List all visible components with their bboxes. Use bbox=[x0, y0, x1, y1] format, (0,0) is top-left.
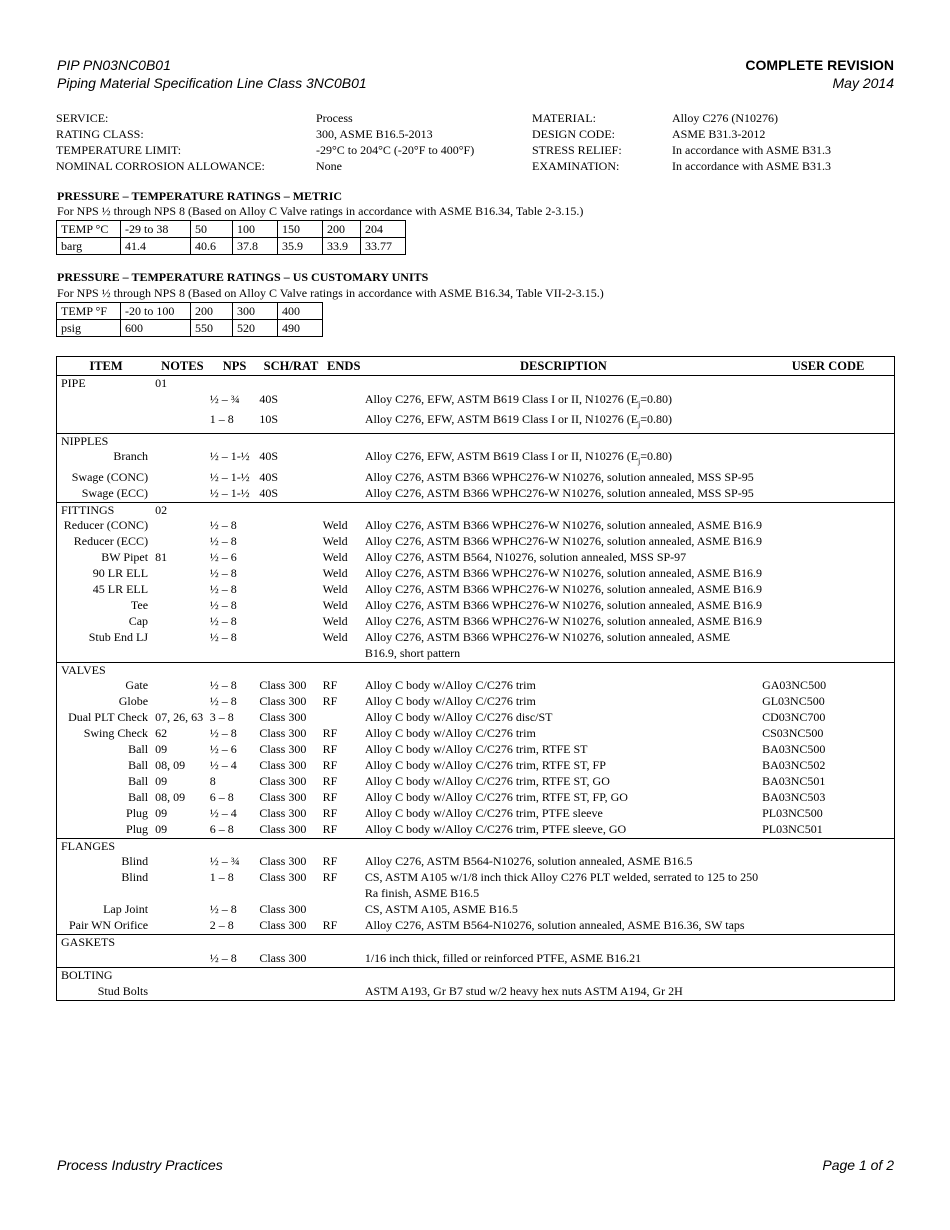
info-label: TEMPERATURE LIMIT: bbox=[56, 143, 182, 157]
description-cell: Alloy C276, ASTM B366 WPHC276-W N10276, solution annealed, ASME B16.9 bbox=[364, 582, 763, 597]
notes-cell: 02 bbox=[155, 502, 210, 518]
description-cell: CS, ASTM A105 w/1/8 inch thick Alloy C276 PLT welded, serrated to 125 to 250 Ra finish, ASME B16.5 bbox=[364, 870, 759, 901]
table-cell: psig bbox=[57, 320, 121, 337]
user-code-cell: PL03NC500 bbox=[762, 805, 823, 820]
nps-cell: ½ – 8 bbox=[209, 629, 237, 644]
table-row bbox=[57, 630, 895, 662]
user-code-cell: BA03NC503 bbox=[762, 789, 826, 804]
description-cell: Alloy C body w/Alloy C/C276 trim, PTFE sleeve bbox=[364, 805, 603, 820]
table-row bbox=[57, 774, 895, 790]
notes-cell: 01 bbox=[155, 376, 168, 390]
notes-cell bbox=[155, 694, 210, 710]
item-cell: Blind bbox=[121, 854, 149, 869]
table-row bbox=[57, 951, 895, 967]
item-cell: Ball bbox=[128, 742, 149, 757]
ends-cell: RF bbox=[322, 870, 338, 885]
ends-cell: RF bbox=[322, 789, 338, 804]
table-row bbox=[57, 550, 895, 566]
description-cell: Alloy C body w/Alloy C/C276 trim, RTFE ST bbox=[364, 742, 588, 757]
nps-cell: ½ – 8 bbox=[209, 694, 237, 709]
ends-cell: RF bbox=[322, 678, 338, 693]
table-cell: TEMP °F bbox=[57, 303, 121, 320]
table-row bbox=[57, 806, 895, 822]
table-row bbox=[57, 902, 895, 918]
notes-cell bbox=[155, 566, 210, 582]
item-cell: Swage (CONC) bbox=[71, 469, 149, 484]
table-row bbox=[57, 790, 895, 806]
item-cell: Ball bbox=[128, 789, 149, 804]
notes-cell bbox=[155, 630, 210, 662]
nps-cell: 8 bbox=[209, 773, 216, 788]
description-cell: CS, ASTM A105, ASME B16.5 bbox=[364, 902, 518, 917]
table-row bbox=[57, 726, 895, 742]
table-row bbox=[57, 870, 895, 902]
description-cell: Alloy C276, ASTM B366 WPHC276-W N10276, solution annealed, ASME B16.9 bbox=[364, 613, 763, 628]
nps-cell: ½ – 1-½ bbox=[209, 449, 250, 464]
notes-cell bbox=[155, 678, 210, 694]
info-value: In accordance with ASME B31.3 bbox=[672, 159, 831, 173]
info-value: Alloy C276 (N10276) bbox=[672, 111, 778, 125]
description-cell: Alloy C276, ASTM B564, N10276, solution annealed, MSS SP-97 bbox=[364, 550, 687, 565]
group-row-bolting bbox=[57, 967, 895, 983]
group-row-nipples bbox=[57, 433, 895, 449]
item-cell: 90 LR ELL bbox=[92, 566, 149, 581]
table-cell: 200 bbox=[323, 221, 361, 238]
column-header-sch-rat: SCH/RAT bbox=[259, 357, 322, 376]
document-title: Piping Material Specification Line Class 3NC0B01 bbox=[57, 75, 367, 91]
group-label: NIPPLES bbox=[57, 433, 156, 449]
ends-cell: Weld bbox=[322, 550, 348, 565]
table-cell: 200 bbox=[191, 303, 233, 320]
nps-cell: ½ – 8 bbox=[209, 678, 237, 693]
nps-cell: 1 – 8 bbox=[209, 412, 234, 427]
document-header-left bbox=[57, 56, 367, 92]
user-code-cell: BA03NC500 bbox=[762, 742, 826, 757]
group-label: FLANGES bbox=[57, 838, 156, 854]
footer-page-number: Page 1 of 2 bbox=[822, 1157, 894, 1173]
group-row-valves bbox=[57, 662, 895, 678]
notes-cell: 81 bbox=[155, 550, 168, 565]
group-row-flanges bbox=[57, 838, 895, 854]
notes-cell: 07, 26, 63 bbox=[155, 710, 204, 725]
table-row bbox=[57, 238, 406, 255]
table-cell: 150 bbox=[278, 221, 323, 238]
table-row bbox=[57, 598, 895, 614]
sch-cell: Class 300 bbox=[259, 758, 307, 773]
info-values-left bbox=[316, 110, 474, 174]
item-cell: Reducer (CONC) bbox=[63, 518, 149, 533]
item-cell: Globe bbox=[118, 694, 149, 709]
description-cell: Alloy C276, ASTM B366 WPHC276-W N10276, solution annealed, ASME B16.9 bbox=[364, 518, 763, 533]
table-row bbox=[57, 614, 895, 630]
nps-cell: ½ – 8 bbox=[209, 950, 237, 965]
description-cell: Alloy C276, ASTM B366 WPHC276-W N10276, solution annealed, MSS SP-95 bbox=[364, 485, 754, 500]
user-code-cell: PL03NC501 bbox=[762, 821, 823, 836]
table-row bbox=[57, 854, 895, 870]
table-row bbox=[57, 582, 895, 598]
info-label: STRESS RELIEF: bbox=[532, 143, 622, 157]
nps-cell: ½ – 8 bbox=[209, 518, 237, 533]
nps-cell: ½ – 8 bbox=[209, 902, 237, 917]
nps-cell: 6 – 8 bbox=[209, 789, 234, 804]
item-cell: Stub End LJ bbox=[88, 629, 149, 644]
table-row bbox=[57, 742, 895, 758]
ends-cell: Weld bbox=[322, 566, 348, 581]
item-cell: BW Pipet bbox=[101, 550, 149, 565]
ends-cell bbox=[323, 902, 365, 918]
ends-cell: RF bbox=[322, 742, 338, 757]
revision-date: May 2014 bbox=[832, 75, 894, 91]
description-cell: Alloy C276, ASTM B366 WPHC276-W N10276, solution annealed, MSS SP-95 bbox=[364, 469, 754, 484]
info-labels-left bbox=[56, 110, 265, 174]
item-cell: Blind bbox=[121, 870, 149, 885]
nps-cell: ½ – 1-½ bbox=[209, 469, 250, 484]
info-value: Process bbox=[316, 111, 353, 125]
sch-cell: 10S bbox=[259, 412, 279, 427]
sch-cell: 40S bbox=[259, 391, 279, 406]
table-row bbox=[57, 221, 406, 238]
ends-cell: RF bbox=[322, 694, 338, 709]
nps-cell: ½ – 8 bbox=[209, 566, 237, 581]
description-cell: Alloy C body w/Alloy C/C276 disc/ST bbox=[364, 710, 553, 725]
user-code-cell: BA03NC502 bbox=[762, 758, 826, 773]
item-cell: Tee bbox=[130, 597, 149, 612]
table-cell: TEMP °C bbox=[57, 221, 121, 238]
description-cell: Alloy C276, ASTM B564-N10276, solution annealed, ASME B16.36, SW taps bbox=[364, 918, 745, 933]
notes-cell: 09 bbox=[155, 821, 168, 836]
nps-cell: 2 – 8 bbox=[209, 918, 234, 933]
ends-cell: RF bbox=[322, 918, 338, 933]
table-row bbox=[57, 678, 895, 694]
nps-cell: ½ – 4 bbox=[209, 758, 237, 773]
sch-cell: Class 300 bbox=[259, 694, 307, 709]
ends-cell: Weld bbox=[322, 518, 348, 533]
ends-cell: Weld bbox=[322, 534, 348, 549]
column-header-ends: ENDS bbox=[323, 357, 365, 376]
item-cell: Plug bbox=[126, 821, 149, 836]
info-value: 300, ASME B16.5-2013 bbox=[316, 127, 433, 141]
nps-cell: ½ – 8 bbox=[209, 597, 237, 612]
table-header-row bbox=[57, 357, 895, 376]
info-label: EXAMINATION: bbox=[532, 159, 620, 173]
table-cell: barg bbox=[57, 238, 121, 255]
sch-cell: 40S bbox=[259, 469, 279, 484]
table-cell: 520 bbox=[233, 320, 278, 337]
ends-cell bbox=[323, 710, 365, 726]
sch-cell: Class 300 bbox=[259, 950, 307, 965]
item-cell: Branch bbox=[113, 449, 149, 464]
description-cell: Alloy C276, ASTM B366 WPHC276-W N10276, solution annealed, ASME B16.9 bbox=[364, 597, 763, 612]
table-cell: 300 bbox=[233, 303, 278, 320]
table-row bbox=[57, 449, 895, 469]
user-code-cell: BA03NC501 bbox=[762, 773, 826, 788]
notes-cell: 08, 09 bbox=[155, 758, 186, 773]
ends-cell: RF bbox=[322, 773, 338, 788]
table-row bbox=[57, 758, 895, 774]
description-cell: Alloy C body w/Alloy C/C276 trim bbox=[364, 694, 536, 709]
table-row bbox=[57, 822, 895, 838]
notes-cell bbox=[155, 534, 210, 550]
column-header-description: DESCRIPTION bbox=[365, 357, 762, 376]
nps-cell: ½ – 6 bbox=[209, 742, 237, 757]
nps-cell: ½ – 8 bbox=[209, 534, 237, 549]
nps-cell: ½ – 6 bbox=[209, 550, 237, 565]
notes-cell: 09 bbox=[155, 773, 168, 788]
item-cell: Swing Check bbox=[83, 726, 149, 741]
nps-cell: 6 – 8 bbox=[209, 821, 234, 836]
table-row bbox=[57, 470, 895, 486]
group-row-pipe bbox=[57, 376, 895, 392]
us-ratings-title: PRESSURE – TEMPERATURE RATINGS – US CUSTOMARY UNITS bbox=[57, 270, 429, 284]
table-cell: 50 bbox=[191, 221, 233, 238]
item-cell: Pair WN Orifice bbox=[68, 918, 149, 933]
nps-cell: 1 – 8 bbox=[209, 870, 234, 885]
description-cell: Alloy C276, EFW, ASTM B619 Class I or II, N10276 $(E_j=0.80)$ bbox=[364, 449, 673, 466]
piping-spec-table bbox=[56, 356, 895, 1001]
table-row bbox=[57, 518, 895, 534]
sch-cell: Class 300 bbox=[259, 726, 307, 741]
table-cell: 490 bbox=[278, 320, 323, 337]
table-cell: 35.9 bbox=[278, 238, 323, 255]
notes-cell: 09 bbox=[155, 742, 168, 757]
description-cell: Alloy C body w/Alloy C/C276 trim, RTFE ST, FP, GO bbox=[364, 789, 628, 804]
description-cell: Alloy C276, EFW, ASTM B619 Class I or II, N10276 $(E_j=0.80)$ bbox=[364, 391, 673, 409]
ends-cell: Weld bbox=[322, 613, 348, 628]
revision-label: COMPLETE REVISION bbox=[745, 57, 894, 73]
group-label: VALVES bbox=[57, 662, 156, 678]
table-row bbox=[57, 534, 895, 550]
table-cell: 33.9 bbox=[323, 238, 361, 255]
description-cell: 1/16 inch thick, filled or reinforced PTFE, ASME B16.21 bbox=[364, 950, 642, 965]
sch-cell: Class 300 bbox=[259, 789, 307, 804]
user-code-cell: CS03NC500 bbox=[762, 726, 824, 741]
us-ratings-table bbox=[56, 302, 323, 337]
ends-cell: Weld bbox=[322, 582, 348, 597]
sch-cell: Class 300 bbox=[259, 918, 307, 933]
notes-cell bbox=[155, 598, 210, 614]
sch-cell: Class 300 bbox=[259, 902, 307, 917]
column-header-user-code: USER CODE bbox=[762, 357, 894, 376]
item-cell: Stud Bolts bbox=[97, 983, 149, 998]
info-value: -29°C to 204°C (-20°F to 400°F) bbox=[316, 143, 475, 157]
group-label: PIPE bbox=[61, 376, 86, 390]
sch-cell: 40S bbox=[259, 449, 279, 464]
description-cell: Alloy C276, ASTM B564-N10276, solution annealed, ASME B16.5 bbox=[364, 854, 693, 869]
info-label: RATING CLASS: bbox=[56, 127, 144, 141]
sch-cell: 40S bbox=[259, 485, 279, 500]
sch-cell: Class 300 bbox=[259, 742, 307, 757]
info-label: NOMINAL CORROSION ALLOWANCE: bbox=[56, 159, 265, 173]
ends-cell: RF bbox=[322, 758, 338, 773]
group-row-fittings bbox=[57, 502, 895, 518]
group-label: BOLTING bbox=[57, 967, 156, 983]
table-cell: 41.4 bbox=[121, 238, 191, 255]
nps-cell: ½ – ¾ bbox=[209, 391, 240, 406]
description-cell: Alloy C body w/Alloy C/C276 trim bbox=[364, 678, 536, 693]
table-cell: 37.8 bbox=[233, 238, 278, 255]
item-cell: Gate bbox=[125, 678, 149, 693]
table-cell: -20 to 100 bbox=[121, 303, 191, 320]
column-header-notes: NOTES bbox=[155, 357, 210, 376]
description-cell: Alloy C body w/Alloy C/C276 trim, RTFE ST, GO bbox=[364, 773, 610, 788]
description-cell: Alloy C276, ASTM B366 WPHC276-W N10276, solution annealed, ASME B16.9, short pattern bbox=[364, 629, 731, 660]
info-value: ASME B31.3-2012 bbox=[672, 127, 766, 141]
table-cell: -29 to 38 bbox=[121, 221, 191, 238]
description-cell: Alloy C body w/Alloy C/C276 trim, RTFE ST, FP bbox=[364, 758, 606, 773]
table-cell: 204 bbox=[361, 221, 406, 238]
table-row bbox=[57, 710, 895, 726]
user-code-cell: GA03NC500 bbox=[762, 678, 827, 693]
sch-cell: Class 300 bbox=[259, 773, 307, 788]
description-cell: ASTM A193, Gr B7 stud w/2 heavy hex nuts ASTM A194, Gr 2H bbox=[364, 983, 683, 998]
table-row bbox=[57, 412, 895, 433]
table-row bbox=[57, 984, 895, 1000]
ends-cell: RF bbox=[322, 726, 338, 741]
notes-cell: 08, 09 bbox=[155, 789, 186, 804]
metric-ratings-table bbox=[56, 220, 406, 255]
table-row bbox=[57, 392, 895, 412]
document-header-right bbox=[745, 56, 894, 92]
notes-cell bbox=[155, 518, 210, 534]
info-values-right bbox=[672, 110, 831, 174]
table-cell: 400 bbox=[278, 303, 323, 320]
info-label: DESIGN CODE: bbox=[532, 127, 615, 141]
table-row bbox=[57, 486, 895, 502]
info-label: SERVICE: bbox=[56, 111, 109, 125]
sch-cell: Class 300 bbox=[259, 710, 307, 725]
description-cell: Alloy C276, ASTM B366 WPHC276-W N10276, solution annealed, ASME B16.9 bbox=[364, 566, 763, 581]
table-row bbox=[57, 303, 323, 320]
item-cell: Ball bbox=[128, 758, 149, 773]
document-id: PIP PN03NC0B01 bbox=[57, 57, 171, 73]
ends-cell: RF bbox=[322, 854, 338, 869]
table-row bbox=[57, 918, 895, 934]
table-row bbox=[57, 694, 895, 710]
table-row bbox=[57, 320, 323, 337]
description-cell: Alloy C276, ASTM B366 WPHC276-W N10276, solution annealed, ASME B16.9 bbox=[364, 534, 763, 549]
metric-ratings-note: For NPS ½ through NPS 8 (Based on Alloy C Valve ratings in accordance with ASME B16.34, Table 2-3.15.) bbox=[57, 204, 584, 218]
item-cell: Cap bbox=[128, 613, 149, 628]
description-cell: Alloy C body w/Alloy C/C276 trim bbox=[364, 726, 536, 741]
item-cell: Reducer (ECC) bbox=[73, 534, 149, 549]
info-value: In accordance with ASME B31.3 bbox=[672, 143, 831, 157]
column-header-item: ITEM bbox=[57, 357, 156, 376]
table-cell: 550 bbox=[191, 320, 233, 337]
item-cell: Plug bbox=[126, 805, 149, 820]
notes-cell: 62 bbox=[155, 726, 168, 741]
table-cell: 600 bbox=[121, 320, 191, 337]
item-cell: Lap Joint bbox=[103, 902, 149, 917]
notes-cell bbox=[155, 614, 210, 630]
group-label: GASKETS bbox=[57, 934, 156, 950]
ends-cell: RF bbox=[322, 821, 338, 836]
nps-cell: ½ – ¾ bbox=[209, 854, 240, 869]
sch-cell: Class 300 bbox=[259, 821, 307, 836]
item-cell: Ball bbox=[128, 773, 149, 788]
metric-ratings-title: PRESSURE – TEMPERATURE RATINGS – METRIC bbox=[57, 189, 343, 203]
description-cell: Alloy C body w/Alloy C/C276 trim, PTFE sleeve, GO bbox=[364, 821, 627, 836]
notes-cell bbox=[155, 582, 210, 598]
nps-cell: ½ – 8 bbox=[209, 613, 237, 628]
table-row bbox=[57, 566, 895, 582]
sch-cell: Class 300 bbox=[259, 805, 307, 820]
column-header-nps: NPS bbox=[210, 357, 260, 376]
sch-cell: Class 300 bbox=[259, 678, 307, 693]
info-value: None bbox=[316, 159, 342, 173]
info-labels-right bbox=[532, 110, 622, 174]
ends-cell: RF bbox=[322, 805, 338, 820]
user-code-cell: CD03NC700 bbox=[762, 710, 826, 725]
item-cell: Swage (ECC) bbox=[81, 485, 149, 500]
nps-cell: ½ – 8 bbox=[209, 726, 237, 741]
ends-cell: Weld bbox=[322, 629, 348, 644]
group-label: FITTINGS bbox=[57, 502, 156, 518]
item-cell: 45 LR ELL bbox=[92, 582, 149, 597]
item-cell: Dual PLT Check bbox=[68, 710, 149, 725]
sch-cell: Class 300 bbox=[259, 854, 307, 869]
user-code-cell: GL03NC500 bbox=[762, 694, 825, 709]
table-cell: 100 bbox=[233, 221, 278, 238]
table-cell: 40.6 bbox=[191, 238, 233, 255]
table-cell: 33.77 bbox=[361, 238, 406, 255]
sch-cell: Class 300 bbox=[259, 870, 307, 885]
us-ratings-note: For NPS ½ through NPS 8 (Based on Alloy C Valve ratings in accordance with ASME B16.34, Table VII-2-3.15.) bbox=[57, 286, 604, 300]
ends-cell: Weld bbox=[322, 597, 348, 612]
description-cell: Alloy C276, EFW, ASTM B619 Class I or II, N10276 $(E_j=0.80)$ bbox=[364, 412, 673, 429]
nps-cell: 3 – 8 bbox=[209, 710, 234, 725]
nps-cell: ½ – 4 bbox=[209, 805, 237, 820]
nps-cell: ½ – 8 bbox=[209, 582, 237, 597]
footer-publisher: Process Industry Practices bbox=[57, 1157, 223, 1173]
nps-cell: ½ – 1-½ bbox=[209, 485, 250, 500]
info-label: MATERIAL: bbox=[532, 111, 596, 125]
notes-cell: 09 bbox=[155, 805, 168, 820]
group-row-gaskets bbox=[57, 934, 895, 950]
